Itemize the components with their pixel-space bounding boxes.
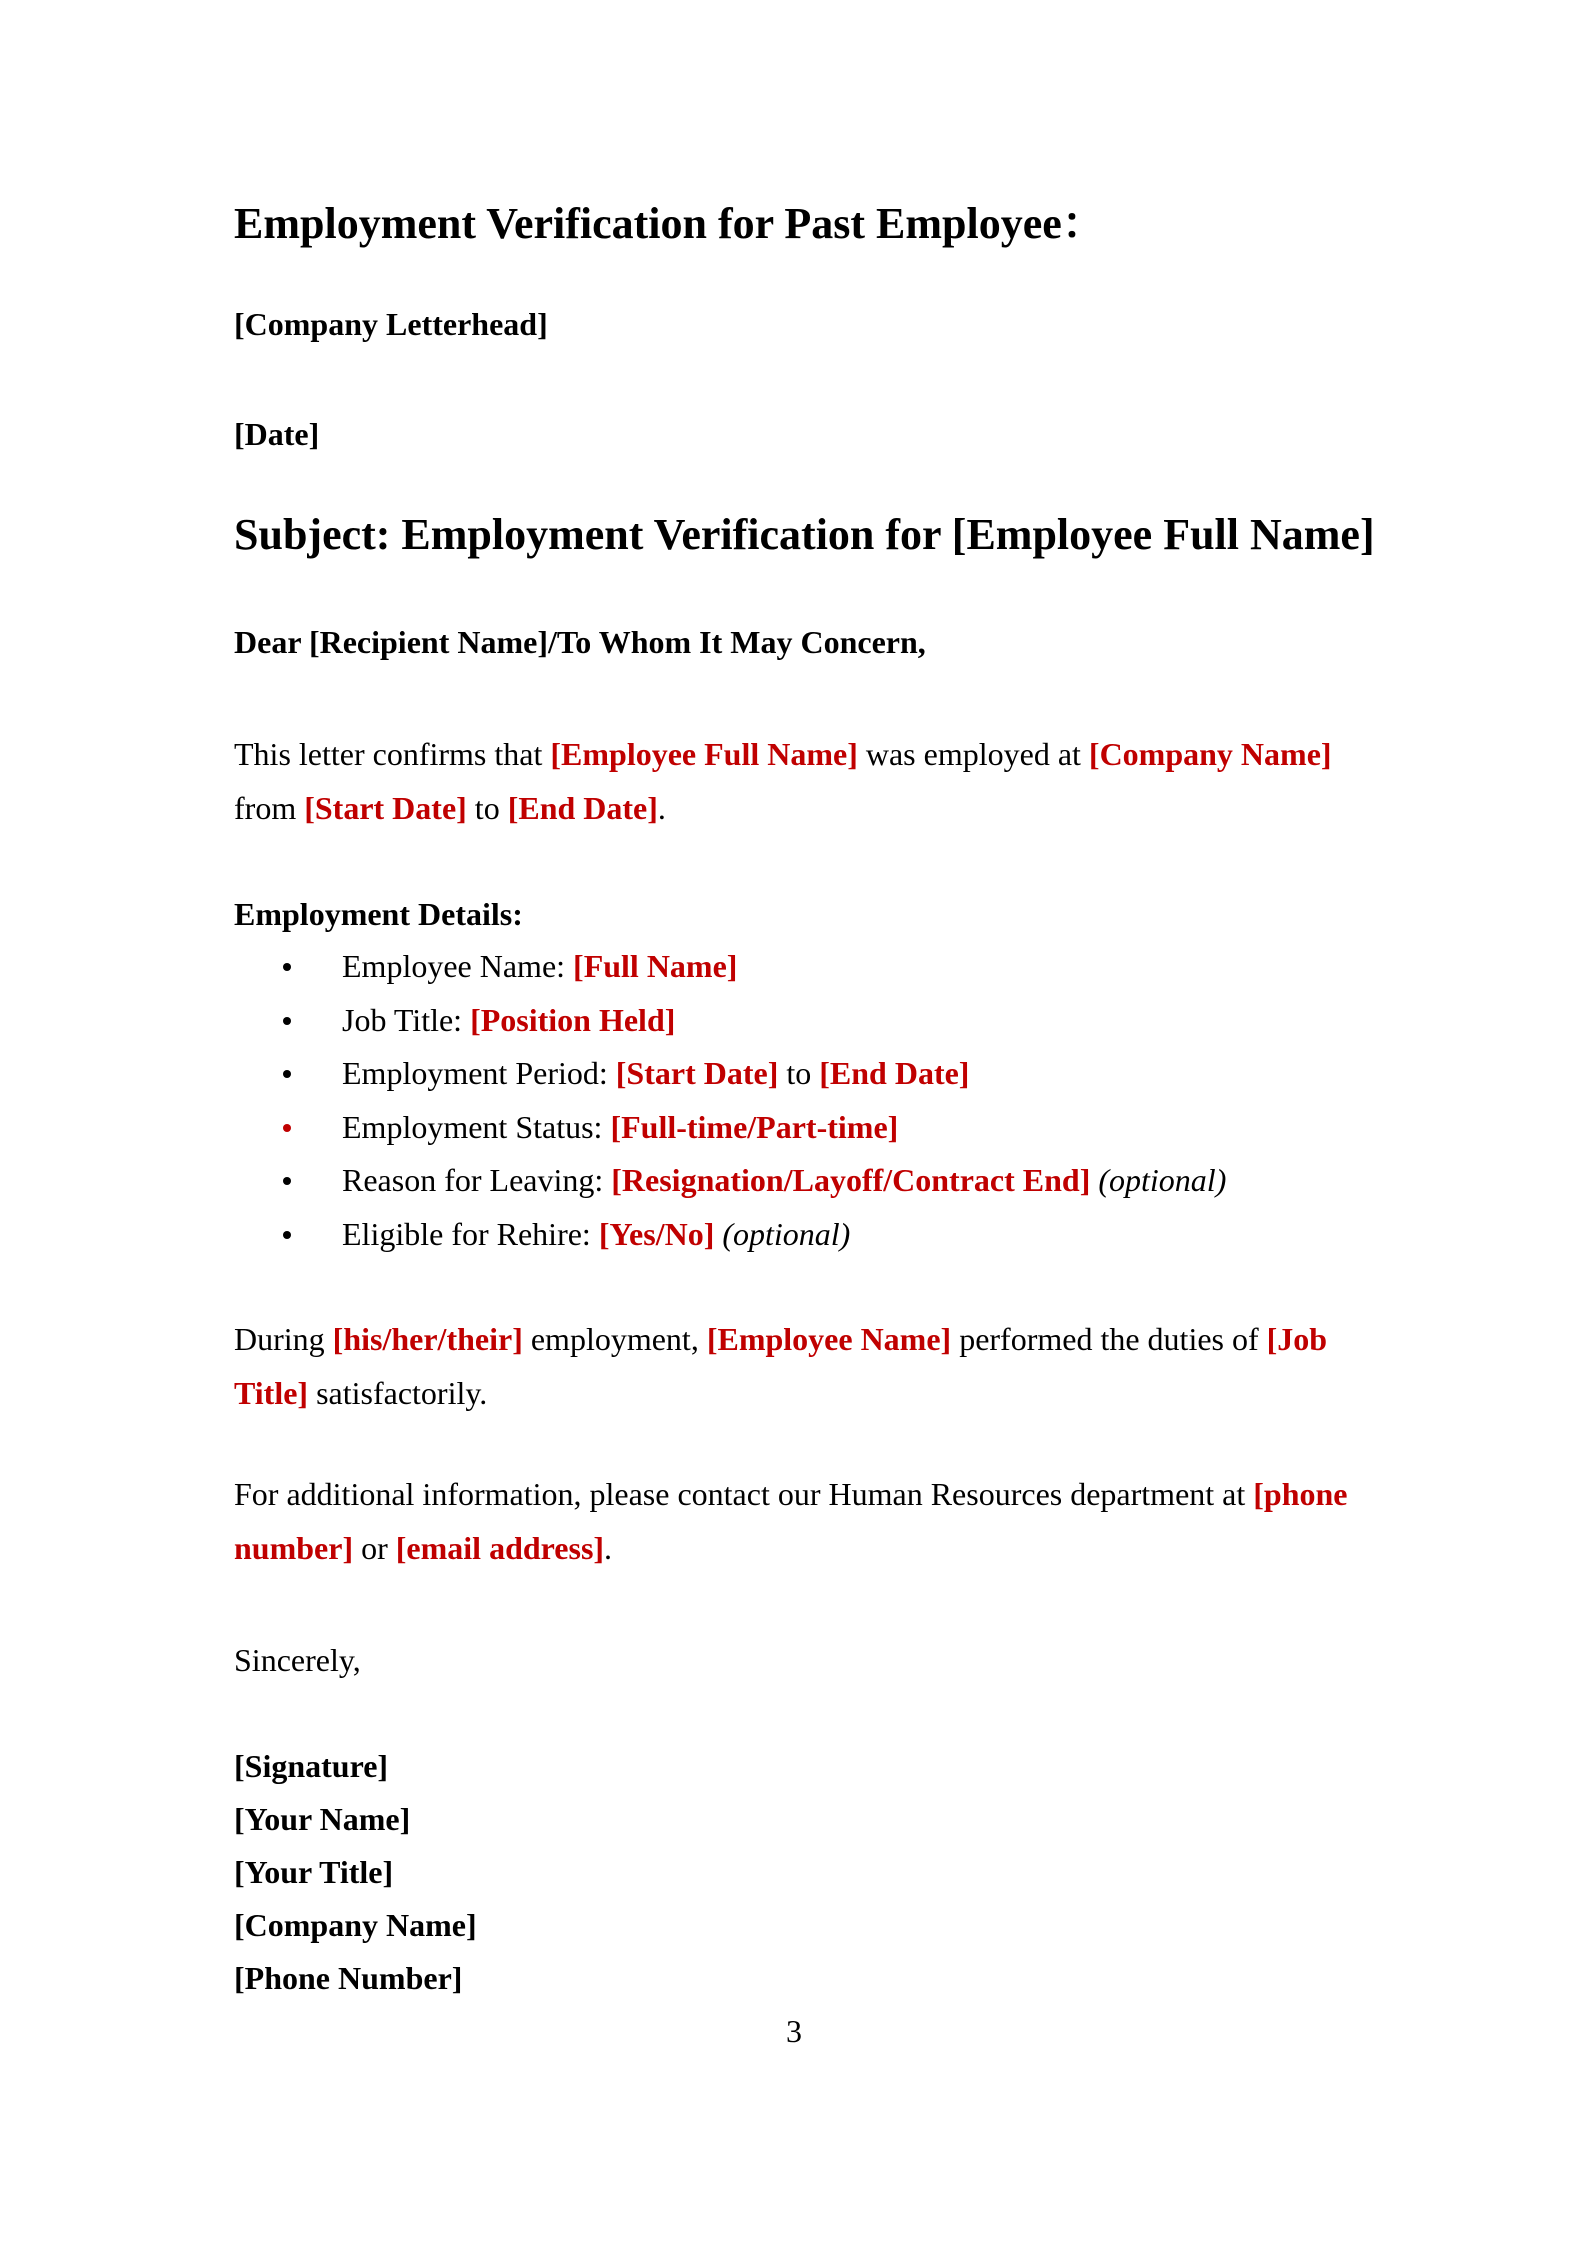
placeholder-phone-number: [phone number]	[234, 1476, 1348, 1566]
intro-text: This letter confirms that	[234, 736, 551, 772]
detail-item-employment-period	[234, 1047, 1354, 1101]
placeholder-pronoun: [his/her/their]	[332, 1321, 523, 1357]
contact-text: .	[604, 1530, 613, 1566]
intro-paragraph	[234, 727, 1354, 835]
bullet-icon	[283, 1231, 291, 1239]
placeholder-employee-full-name: [Employee Full Name]	[550, 736, 858, 772]
optional-note: (optional)	[1090, 1162, 1227, 1198]
signer-title-line: [Your Title]	[234, 1854, 394, 1890]
during-text: employment,	[522, 1321, 707, 1357]
placeholder-leaving-reason: [Resignation/Layoff/Contract End]	[611, 1162, 1091, 1198]
signer-company-line: [Company Name]	[234, 1907, 477, 1943]
signature-line: [Signature]	[234, 1748, 389, 1784]
bullet-icon	[283, 1070, 291, 1078]
intro-text: was employed at	[857, 736, 1089, 772]
during-text: performed the duties of	[951, 1321, 1267, 1357]
employment-details-list	[234, 940, 1354, 1261]
company-letterhead-line: [Company Letterhead]	[234, 306, 548, 342]
intro-text: to	[466, 790, 508, 826]
detail-item-employee-name	[234, 940, 1354, 994]
subject-line: Subject: Employment Verification for [Employee Full Name]	[234, 510, 1375, 559]
signature-block	[234, 1740, 1354, 2005]
placeholder-end-date: [End Date]	[819, 1055, 970, 1091]
placeholder-start-date: [Start Date]	[615, 1055, 779, 1091]
contact-text: For additional information, please contact our Human Resources department at	[234, 1476, 1254, 1512]
detail-label: Employee Name:	[342, 948, 574, 984]
placeholder-rehire-eligibility: [Yes/No]	[598, 1215, 715, 1252]
optional-note: (optional)	[714, 1215, 851, 1252]
date-line: [Date]	[234, 416, 320, 452]
placeholder-job-title: [Job Title]	[234, 1321, 1328, 1411]
placeholder-email-address: [email address]	[395, 1530, 605, 1566]
placeholder-start-date: [Start Date]	[304, 790, 467, 826]
detail-label: Reason for Leaving:	[342, 1162, 612, 1198]
bullet-icon	[283, 1177, 291, 1185]
placeholder-full-name: [Full Name]	[573, 948, 738, 984]
contact-text: or	[353, 1530, 396, 1566]
bullet-icon	[283, 963, 291, 971]
during-paragraph	[234, 1312, 1354, 1420]
contact-paragraph	[234, 1467, 1354, 1575]
page-title: Employment Verification for Past Employee：	[234, 199, 1106, 248]
detail-label: Eligible for Rehire:	[342, 1215, 599, 1252]
during-text: satisfactorily.	[308, 1375, 488, 1411]
salutation-line: Dear [Recipient Name]/To Whom It May Concern,	[234, 624, 926, 660]
placeholder-end-date: [End Date]	[507, 790, 658, 826]
placeholder-employment-status: [Full-time/Part-time]	[610, 1108, 899, 1145]
employment-details-heading: Employment Details:	[234, 896, 523, 932]
detail-label: to	[778, 1055, 820, 1091]
detail-item-job-title	[234, 994, 1354, 1048]
bullet-icon	[283, 1017, 291, 1025]
detail-label: Employment Status:	[342, 1108, 611, 1145]
intro-text: from	[234, 790, 305, 826]
signer-phone-line: [Phone Number]	[234, 1960, 463, 1996]
detail-item-eligible-for-rehire	[234, 1208, 1354, 1262]
during-text: During	[234, 1321, 333, 1357]
detail-label: Job Title:	[342, 1001, 471, 1038]
placeholder-position-held: [Position Held]	[470, 1001, 676, 1038]
detail-label: Employment Period:	[342, 1055, 616, 1091]
closing-line: Sincerely,	[234, 1642, 361, 1678]
bullet-icon	[283, 1124, 291, 1132]
detail-item-reason-for-leaving	[234, 1154, 1354, 1208]
signer-name-line: [Your Name]	[234, 1801, 411, 1837]
placeholder-company-name: [Company Name]	[1088, 736, 1332, 772]
intro-text: .	[657, 790, 666, 826]
page-number: 3	[786, 2013, 802, 2049]
detail-item-employment-status	[234, 1101, 1354, 1155]
placeholder-employee-name: [Employee Name]	[706, 1321, 952, 1357]
